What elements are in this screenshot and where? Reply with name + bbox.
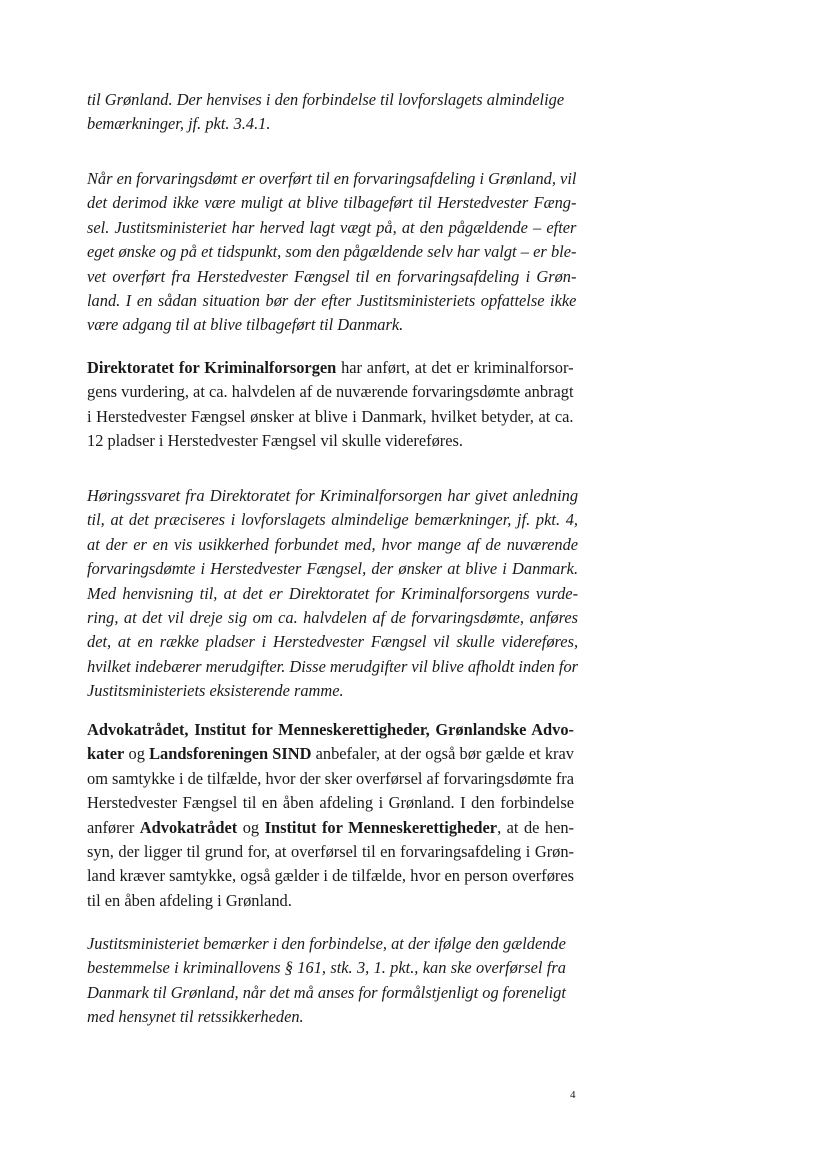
text-line: det derimod ikke være muligt at blive tilbageført til Herstedvester Fæng- [87,193,577,213]
text-line: Høringssvaret fra Direktoratet for Kriminalforsorgen har givet anledning [87,486,579,505]
text-line: bemærkninger, jf. pkt. 3.4.1. [87,114,271,134]
paragraph-italic-2 [87,167,576,338]
paragraph-directorate [87,356,574,454]
text-line: eget ønske og på et tidspunkt, som den pågældende selv har valgt – er ble- [87,242,577,262]
bold-organization-names: Advokatrådet, Institut for Menneskerettigheder, Grønlandske Advo- [87,720,575,739]
page-number: 4 [570,1089,576,1101]
text-line: Når en forvaringsdømt er overført til en forvaringsafdeling i Grønland, vil [87,169,577,188]
text-line: Med henvisning til, at det er Direktoratet for Kriminalforsorgens vurde- [87,583,579,603]
text-run: anbefaler, at der også bør gælde et krav [311,744,574,764]
text-line [87,718,574,742]
text-line: Herstedvester Fængsel til en åben afdeling i Grønland. I den forbindelse [87,793,575,813]
text-line: ring, at det vil dreje sig om ca. halvdelen af de forvaringsdømte, anføres [87,608,579,628]
text-line: til en åben afdeling i Grønland. [87,890,292,910]
paragraph-italic-4 [87,932,566,1030]
paragraph-italic-1 [87,88,564,137]
text-line: at der er en vis usikkerhed forbundet med, hvor mange af de nuværende [87,534,579,554]
text-run: og [124,744,150,764]
text-line [87,742,574,766]
text-line: 12 pladser i Herstedvester Fængsel vil skulle videreføres. [87,431,463,451]
text-line: til Grønland. Der henvises i den forbindelse til lovforslagets almindelige [87,90,565,109]
text-line: syn, der ligger til grund for, at overførsel til en forvaringsafdeling i Grøn- [87,842,575,862]
text-line: vet overført fra Herstedvester Fængsel til en forvaringsafdeling i Grøn- [87,266,577,286]
text-line: land kræver samtykke, også gælder i de tilfælde, hvor en person overføres [87,866,575,886]
bold-organization-name: Landsforeningen SIND [149,744,312,764]
bold-organization-name: kater [87,744,125,764]
text-line: Justitsministeriet bemærker i den forbindelse, at der ifølge den gældende [87,934,566,953]
text-line: om samtykke i de tilfælde, hvor der sker overførsel af forvaringsdømte fra [87,768,575,788]
text-line: gens vurdering, at ca. halvdelen af de nuværende forvaringsdømte anbragt [87,382,574,402]
bold-organization-name: Direktoratet for Kriminalforsorgen [87,358,337,377]
text-run: anfører [87,817,140,837]
text-line: Justitsministeriets eksisterende ramme. [87,681,344,701]
text-run: har anført, at det er kriminalforsor- [336,358,574,377]
text-line: bestemmelse i kriminallovens § 161, stk. 3, 1. pkt., kan ske overførsel fra [87,958,566,978]
text-run: , at de hen- [497,817,575,837]
text-line: det, at en række pladser i Herstedvester Fængsel vil skulle videreføres, [87,632,579,652]
text-line: forvaringsdømte i Herstedvester Fængsel, der ønsker at blive i Danmark. [87,559,579,579]
text-line: sel. Justitsministeriet har herved lagt vægt på, at den pågældende – efter [87,217,577,237]
text-line: Danmark til Grønland, når det må anses for formålstjenligt og foreneligt [87,982,566,1002]
bold-organization-name: Advokatrådet [139,817,238,837]
paragraph-advocates [87,718,574,913]
text-run: og [237,817,265,837]
text-line: være adgang til at blive tilbageført til Danmark. [87,315,404,335]
text-line [87,816,574,840]
bold-organization-name: Institut for Menneskerettigheder [264,817,498,837]
paragraph-italic-3 [87,484,578,704]
text-line: hvilket indebærer merudgifter. Disse merudgifter vil blive afholdt inden for [87,656,579,676]
text-line: land. I en sådan situation bør der efter Justitsministeriets opfattelse ikke [87,291,577,311]
text-line [87,356,574,380]
text-line: til, at det præciseres i lovforslagets almindelige bemærkninger, jf. pkt. 4, [87,510,579,530]
text-line: med hensynet til retssikkerheden. [87,1007,304,1027]
text-line: i Herstedvester Fængsel ønsker at blive i Danmark, hvilket betyder, at ca. [87,406,574,426]
